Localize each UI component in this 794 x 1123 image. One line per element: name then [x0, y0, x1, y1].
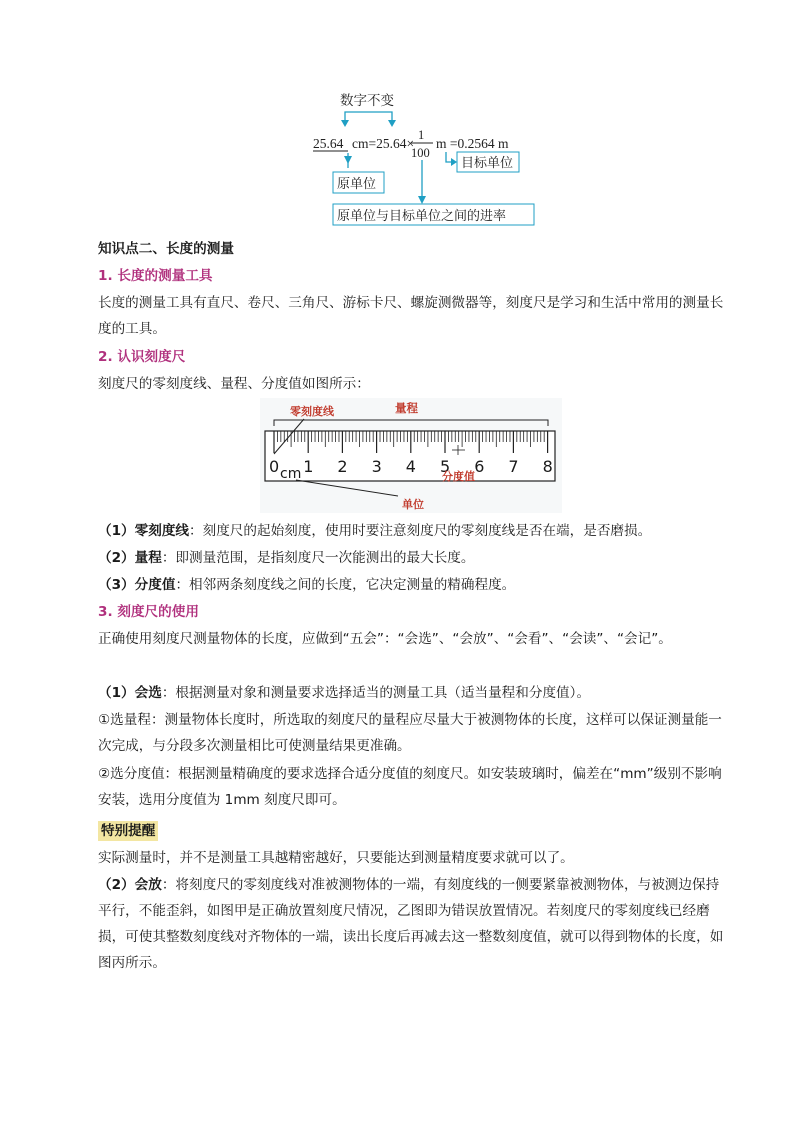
sub-heading-3: 3. 刻度尺的使用 — [98, 604, 199, 620]
definition-division: （3）分度值：相邻两条刻度线之间的长度，它决定测量的精确程度。 — [98, 577, 516, 593]
select-division: ②选分度值：根据测量精确度的要求选择合适分度值的刻度尺。如安装玻璃时，偏差在“mm”级别不影响安装，选用分度值为 1mm 刻度尺即可。 — [98, 766, 722, 808]
original-unit-label: 原单位 — [337, 176, 377, 191]
tip-badge: 特别提醒 — [98, 821, 158, 841]
rhs-value: m =0.2564 m — [436, 136, 509, 151]
ruler-number: 1 — [303, 457, 314, 476]
unit-conversion-diagram — [300, 88, 540, 228]
term-range: 量程 — [134, 550, 162, 566]
ruler-number: 7 — [508, 457, 519, 476]
ruler-number: 2 — [337, 457, 348, 476]
sub-heading-2: 2. 认识刻度尺 — [98, 349, 186, 365]
zero-line-label: 零刻度线 — [290, 405, 334, 418]
unit-label: 单位 — [402, 498, 424, 511]
fraction-denominator: 100 — [411, 146, 430, 160]
lhs-unit: cm=25.64× — [352, 136, 415, 151]
lhs-number: 25.64 — [313, 136, 344, 151]
ruler-number: 6 — [474, 457, 485, 476]
term-division: 分度值 — [134, 577, 176, 593]
division-label: 分度值 — [442, 470, 475, 483]
fraction-numerator: 1 — [418, 128, 425, 142]
section-heading-2: 知识点二、长度的测量 — [98, 241, 234, 257]
special-tip — [98, 818, 724, 844]
ruler-number: 3 — [371, 457, 382, 476]
ruler-number: 5 — [440, 457, 451, 476]
definition-range: （2）量程：即测量范围，是指刻度尺一次能测出的最大长度。 — [98, 550, 475, 566]
term-zero-line: 零刻度线 — [134, 523, 190, 539]
rate-label: 原单位与目标单位之间的进率 — [337, 208, 507, 223]
term-select: 会选 — [134, 685, 162, 701]
paragraph-ruler-intro: 刻度尺的零刻度线、量程、分度值如图所示： — [98, 376, 370, 392]
ruler-number: 4 — [405, 457, 416, 476]
sub-heading-1: 1. 长度的测量工具 — [98, 268, 213, 284]
unit-text: cm — [280, 466, 302, 482]
paragraph-five-skills: 正确使用刻度尺测量物体的长度，应做到“五会”：“会选”、“会放”、“会看”、“会读”、“会记”。 — [98, 631, 672, 647]
ruler-number: 0 — [269, 457, 280, 476]
ruler-number: 8 — [542, 457, 553, 476]
select-range: ①选量程：测量物体长度时，所选取的刻度尺的量程应尽量大于被测物体的长度，这样可以保证测量能一次完成，与分段多次测量相比可使测量结果更准确。 — [98, 712, 722, 754]
skill-place: （2）会放：将刻度尺的零刻度线对准被测物体的一端，有刻度线的一侧要紧靠被测物体，与被测边保持平行，不能歪斜，如图甲是正确放置刻度尺情况，乙图即为错误放置情况。若刻度尺的零刻度线已经磨损，可使其整数刻度线对齐物体的一端，读出长度后再减去这一整数刻度值，就可以得到物体的长度，如图丙所示。 — [98, 877, 724, 971]
range-label: 量程 — [395, 401, 418, 415]
ruler-numbers — [269, 457, 553, 476]
definition-zero-line: （1）零刻度线：刻度尺的起始刻度，使用时要注意刻度尺的零刻度线是否在端，是否磨损。 — [98, 523, 652, 539]
tip-text: 实际测量时，并不是测量工具越精密越好，只要能达到测量精度要求就可以了。 — [98, 850, 574, 866]
same-number-label: 数字不变 — [340, 93, 394, 108]
term-place: 会放 — [134, 877, 162, 893]
paragraph-tools: 长度的测量工具有直尺、卷尺、三角尺、游标卡尺、螺旋测微器等，刻度尺是学习和生活中常用的测量长度的工具。 — [98, 295, 724, 337]
skill-select: （1）会选：根据测量对象和测量要求选择适当的测量工具（适当量程和分度值）。 — [98, 685, 591, 701]
ruler-figure — [260, 398, 562, 513]
target-unit-label: 目标单位 — [461, 155, 514, 170]
